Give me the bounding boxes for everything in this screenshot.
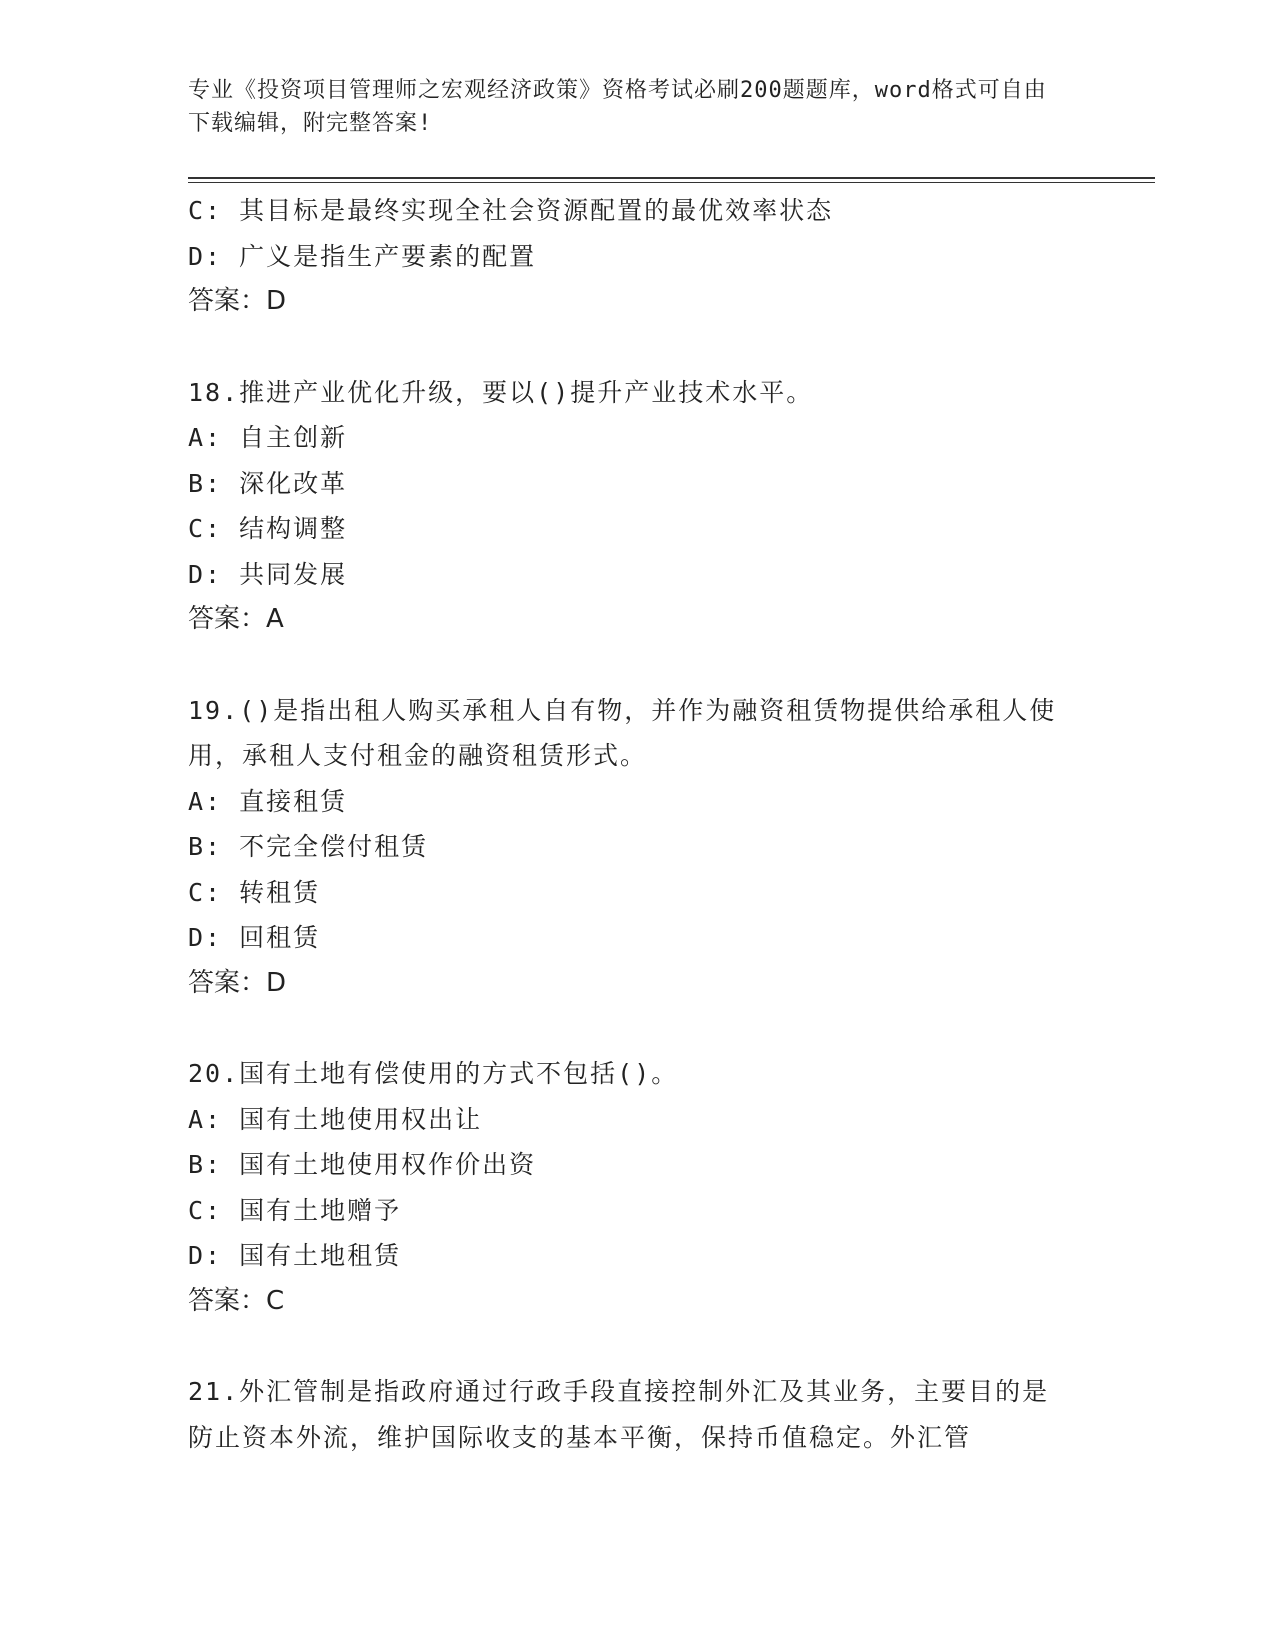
option-d: D: 回租赁 xyxy=(188,923,321,952)
question-stem: 18.推进产业优化升级，要以()提升产业技术水平。 xyxy=(188,377,814,407)
option-b: B: 不完全偿付租赁 xyxy=(188,832,429,861)
option-d: D: 国有土地租赁 xyxy=(188,1241,402,1270)
option-c: C: 其目标是最终实现全社会资源配置的最优效率状态 xyxy=(188,196,834,225)
answer-line: 答案：C xyxy=(188,1285,285,1316)
answer-line: 答案：A xyxy=(188,604,284,634)
question-stem: 20.国有土地有偿使用的方式不包括()。 xyxy=(188,1059,679,1088)
option-a: A: 国有土地使用权出让 xyxy=(188,1104,483,1134)
question-stem: 19.()是指出租人购买承租人自有物，并作为融资租赁物提供给承租人使用，承租人支付租金的融资租赁形式。 xyxy=(188,695,1057,770)
option-d: D: 广义是指生产要素的配置 xyxy=(188,241,537,271)
question-stem: 21.外汇管制是指政府通过行政手段直接控制外汇及其业务，主要目的是防止资本外流，维护国际收支的基本平衡，保持币值稳定。外汇管 xyxy=(188,1377,1050,1452)
option-d: D: 共同发展 xyxy=(188,559,348,589)
question-20 xyxy=(188,1051,1088,1324)
question-19 xyxy=(188,688,1088,1007)
question-21 xyxy=(188,1369,1088,1460)
option-c: C: 结构调整 xyxy=(188,514,348,543)
header-divider xyxy=(188,177,1155,183)
option-a: A: 直接租赁 xyxy=(188,786,348,816)
header-note: 专业《投资项目管理师之宏观经济政策》资格考试必刷200题题库，word格式可自由下载编辑，附完整答案! xyxy=(188,78,1047,136)
option-b: B: 深化改革 xyxy=(188,468,348,498)
option-c: C: 转租赁 xyxy=(188,877,321,907)
option-c: C: 国有土地赠予 xyxy=(188,1195,402,1225)
option-b: B: 国有土地使用权作价出资 xyxy=(188,1150,537,1179)
answer-line: 答案：D xyxy=(188,286,287,316)
question-17-continued xyxy=(188,188,1088,325)
question-18 xyxy=(188,370,1088,643)
question-list xyxy=(188,188,1088,1460)
option-a: A: 自主创新 xyxy=(188,423,348,452)
answer-line: 答案：D xyxy=(188,967,287,998)
